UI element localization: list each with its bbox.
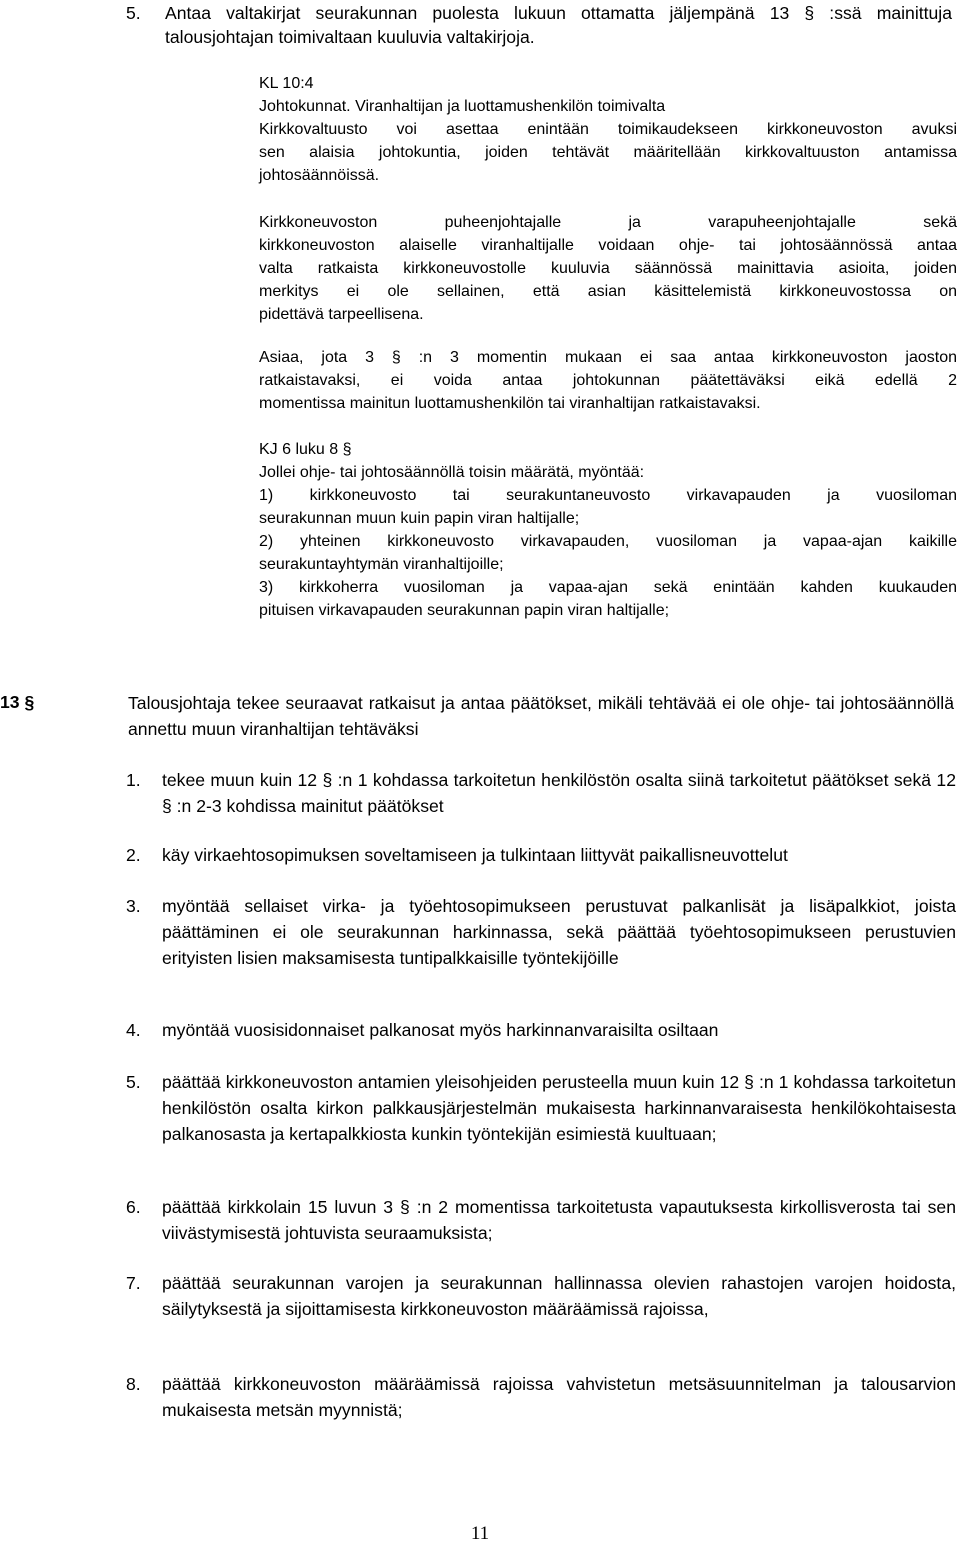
kl-reference-title: KL 10:4: [259, 75, 314, 92]
section-item-text: päättää kirkkoneuvoston määräämissä rajoissa vahvistetun metsäsuunnitelman ja talousarvion mukaisesta metsän myynnistä;: [162, 1374, 956, 1420]
section-item-number: 2.: [126, 845, 141, 865]
section-item-text: päättää seurakunnan varojen ja seurakunnan hallinnassa olevien rahastojen varojen hoidosta, säilytyksestä ja sijoittamisesta kirkkoneuvoston määräämissä rajoissa,: [162, 1273, 956, 1319]
paragraph-line: pidettävä tarpeellisena.: [259, 306, 424, 323]
section-item-text: tekee muun kuin 12 § :n 1 kohdassa tarkoitetun henkilöstön osalta siinä tarkoitetut päätökset sekä 12 § :n 2-3 kohdissa mainitut päätökset: [162, 770, 956, 816]
section-item-number: 1.: [126, 770, 141, 790]
paragraph-line: valta ratkaista kirkkoneuvostolle kuuluvia säännössä mainittavia asioita, joiden: [259, 260, 957, 277]
list-item-number: 5.: [126, 3, 141, 23]
kj-reference-line: pituisen virkavapauden seurakunnan papin viran haltijalle;: [259, 602, 670, 619]
section-item-number: 8.: [126, 1374, 141, 1394]
section-heading: Talousjohtaja tekee seuraavat ratkaisut ja antaa päätökset, mikäli tehtävää ei ole ohje- tai johtosäännöllä annettu muun viranhaltijan tehtäväksi: [128, 693, 954, 739]
section-item-number: 7.: [126, 1273, 141, 1293]
paragraph-line: Asiaa, jota 3 § :n 3 momentin mukaan ei saa antaa kirkkoneuvoston jaoston: [259, 349, 957, 366]
section-item-number: 3.: [126, 896, 141, 916]
section-number: 13 §: [0, 692, 35, 712]
list-item-text: Antaa valtakirjat seurakunnan puolesta lukuun ottamatta jäljempänä 13 § :ssä mainittuja talousjohtajan toimivaltaan kuuluvia valtakirjoja.: [165, 3, 952, 47]
kj-reference-line: seurakunnan muun kuin papin viran haltijalle;: [259, 510, 580, 527]
section-item-number: 4.: [126, 1020, 141, 1040]
section-item-text: myöntää vuosisidonnaiset palkanosat myös harkinnanvaraisilta osiltaan: [162, 1020, 719, 1040]
paragraph-line: momentissa mainitun luottamushenkilön tai viranhaltijan ratkaistavaksi.: [259, 395, 761, 412]
paragraph-line: ratkaistavaksi, ei voida antaa johtokunnan päätettäväksi eikä edellä 2: [259, 372, 957, 389]
kl-reference-line: sen alaisia johtokuntia, joiden tehtävät määritellään kirkkovaltuuston antamissa: [259, 144, 957, 161]
kj-reference-line: seurakuntayhtymän viranhaltijoille;: [259, 556, 504, 573]
section-item-text: myöntää sellaiset virka- ja työehtosopimukseen perustuvat palkanlisät ja lisäpalkkiot, joista päättäminen ei ole seurakunnan harkinnassa, sekä päättää työehtosopimukseen perustuvien erityisten lisien maksamisesta tuntipalkkaisille työntekijöille: [162, 896, 956, 968]
kj-reference-line: 1) kirkkoneuvosto tai seurakuntaneuvosto virkavapauden ja vuosiloman: [259, 487, 957, 504]
kj-reference-line: Jollei ohje- tai johtosäännöllä toisin määrätä, myöntää:: [259, 464, 645, 481]
section-item-number: 5.: [126, 1072, 141, 1092]
paragraph-line: Kirkkoneuvoston puheenjohtajalle ja varapuheenjohtajalle sekä: [259, 214, 957, 231]
kj-reference-line: 3) kirkkoherra vuosiloman ja vapaa-ajan sekä enintään kahden kuukauden: [259, 579, 957, 596]
paragraph-asiaa: [259, 346, 957, 415]
section-item-text: päättää kirkkolain 15 luvun 3 § :n 2 momentissa tarkoitetusta vapautuksesta kirkollisverosta tai sen viivästymisestä johtuvista seuraamuksista;: [162, 1197, 956, 1243]
kj-reference: [259, 438, 957, 622]
section-item-text: käy virkaehtosopimuksen soveltamiseen ja tulkintaan liittyvät paikallisneuvottelut: [162, 845, 788, 865]
kl-reference-line: johtosäännöissä.: [259, 167, 380, 184]
kj-reference-line: 2) yhteinen kirkkoneuvosto virkavapauden, vuosiloman ja vapaa-ajan kaikille: [259, 533, 957, 550]
paragraph-line: merkitys ei ole sellainen, että asian käsittelemistä kirkkoneuvostossa on: [259, 283, 957, 300]
section-item-text: päättää kirkkoneuvoston antamien yleisohjeiden perusteella muun kuin 12 § :n 1 kohdassa tarkoitetun henkilöstön osalta kirkon palkkausjärjestelmän mukaisesta harkinnanvaraisesta henkilökohtaisesta palkanosasta ja kertapalkkiosta kunkin työntekijän esimiestä kuultuaan;: [162, 1072, 956, 1144]
paragraph-line: kirkkoneuvoston alaiselle viranhaltijalle voidaan ohje- tai johtosäännössä antaa: [259, 237, 957, 254]
kj-reference-title: KJ 6 luku 8 §: [259, 441, 352, 458]
kl-reference-line: Johtokunnat. Viranhaltijan ja luottamushenkilön toimivalta: [259, 98, 666, 115]
paragraph-chair-delegation: [259, 211, 957, 326]
kl-reference-line: Kirkkovaltuusto voi asettaa enintään toimikaudekseen kirkkoneuvoston avuksi: [259, 121, 957, 138]
kl-reference: [259, 72, 957, 187]
page-number: 11: [470, 1523, 490, 1544]
section-item-number: 6.: [126, 1197, 141, 1217]
